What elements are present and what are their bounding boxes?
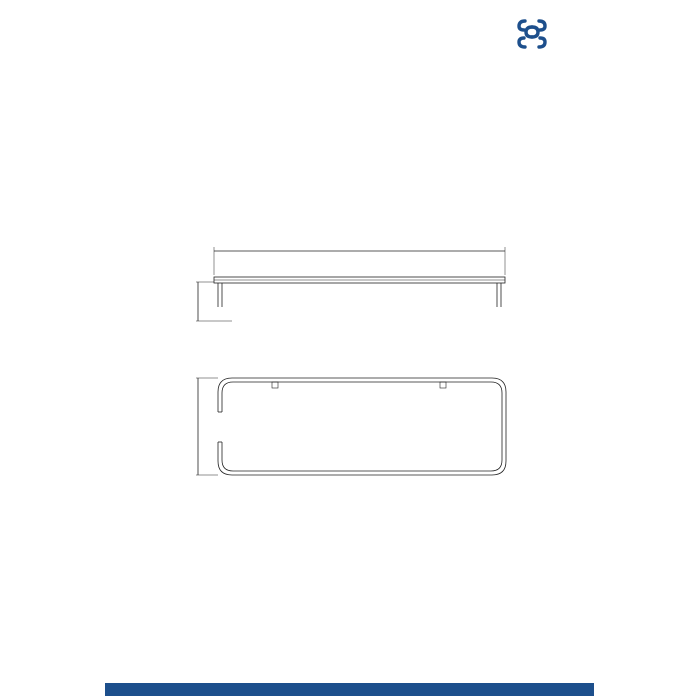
footer-bar (105, 683, 594, 696)
basket-top-view-frame (218, 378, 506, 475)
